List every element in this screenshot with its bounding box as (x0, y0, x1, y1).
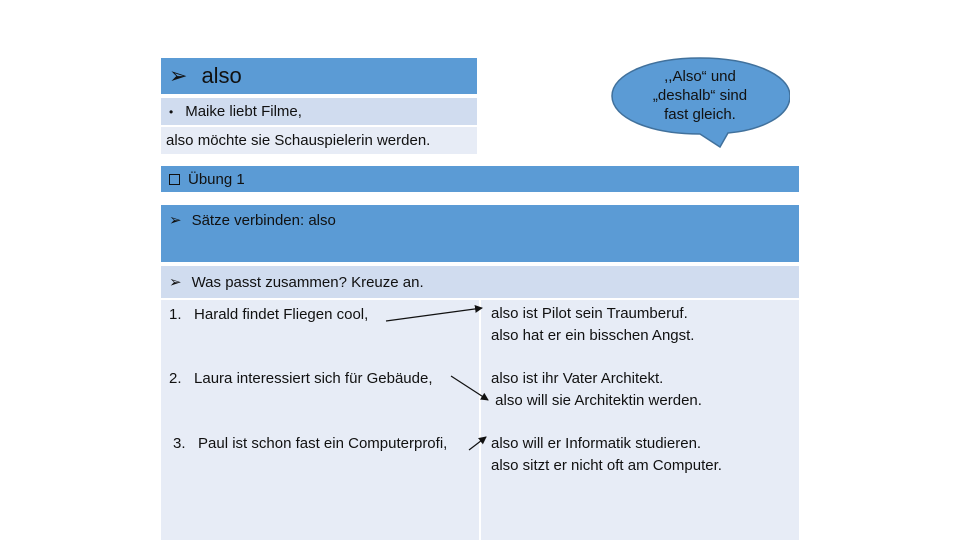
item-2-option-a[interactable]: also ist ihr Vater Architekt. (491, 370, 664, 387)
speech-bubble-line-3: fast gleich. (664, 106, 736, 123)
match-arrow-3 (469, 437, 486, 450)
item-2-number: 2. (169, 370, 182, 387)
example-keyword: also (166, 132, 194, 149)
exercise-title: Übung 1 (188, 170, 245, 188)
item-3-option-a[interactable]: also will er Informatik studieren. (491, 435, 702, 452)
example-line-2-text: möchte sie Schauspielerin werden. (193, 132, 431, 149)
bullet-icon: • (169, 104, 174, 119)
match-arrow-1 (386, 308, 482, 321)
speech-bubble-line-2: „deshalb“ sind (652, 87, 748, 104)
example-line-1-text: Maike liebt Filme, (185, 103, 302, 120)
item-1-left-text: Harald findet Fliegen cool, (194, 306, 369, 323)
item-1-number: 1. (169, 306, 182, 323)
match-arrow-2 (451, 376, 488, 400)
page-title: also (201, 63, 242, 88)
arrow-bullet-icon: ➢ (169, 212, 182, 229)
item-1-option-a[interactable]: also ist Pilot sein Traumberuf. (491, 305, 688, 322)
item-1-option-b[interactable]: also hat er ein bisschen Angst. (491, 327, 695, 344)
item-2-left-text: Laura interessiert sich für Gebäude, (194, 370, 433, 387)
item-3-left-text: Paul ist schon fast ein Computerprofi, (198, 435, 448, 452)
item-3-option-b[interactable]: also sitzt er nicht oft am Computer. (491, 457, 722, 474)
task-2-text: Was passt zusammen? Kreuze an. (191, 273, 424, 291)
item-2-option-b[interactable]: also will sie Architektin werden. (491, 392, 702, 409)
item-3-number: 3. (173, 435, 186, 452)
arrow-bullet-icon: ➢ (169, 274, 182, 291)
arrow-bullet-icon: ➢ (169, 63, 188, 88)
speech-bubble-line-1: ,,Also“ und (664, 68, 736, 85)
task-1-text: Sätze verbinden: also (191, 211, 336, 229)
